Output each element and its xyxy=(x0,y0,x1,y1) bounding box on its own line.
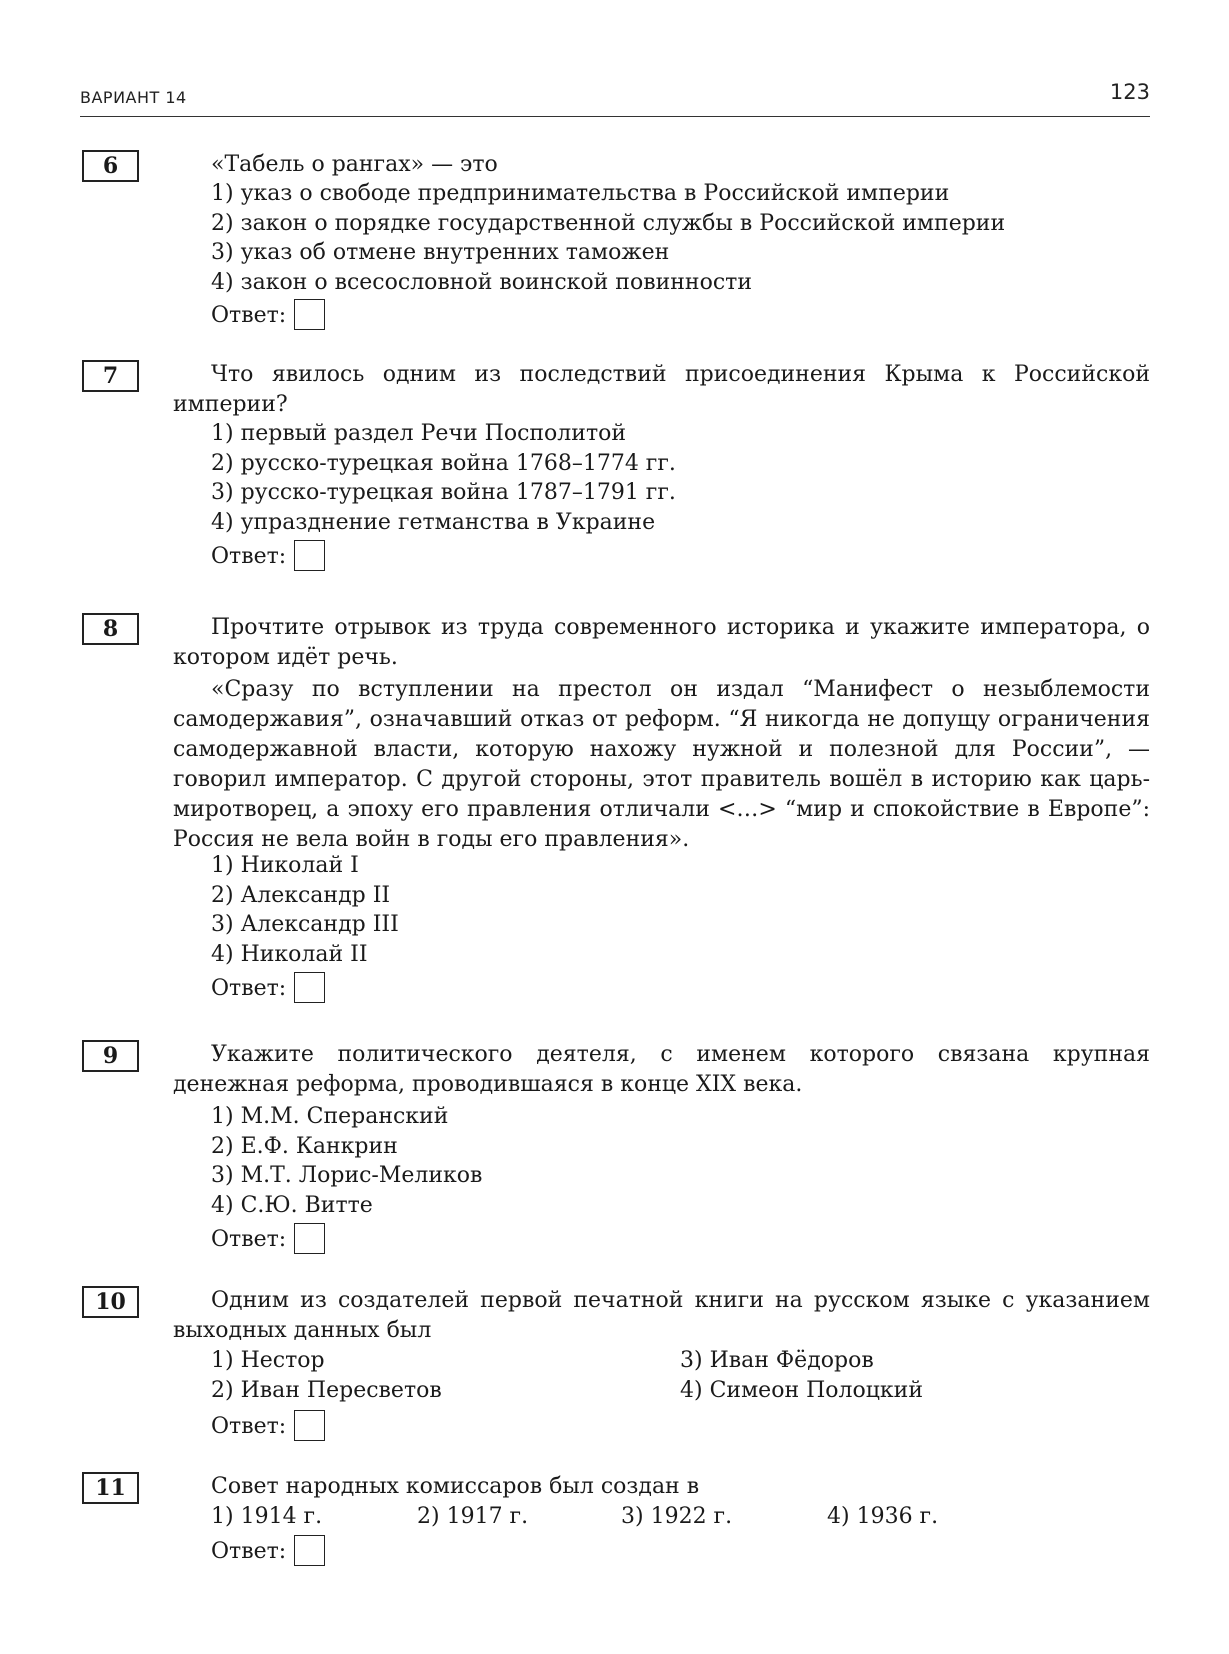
question-stem: Прочтите отрывок из труда современного историка и укажите императора, о котором идёт речь. xyxy=(173,615,1150,670)
question-number: 6 xyxy=(82,150,139,182)
answer-label: Ответ: xyxy=(211,544,287,569)
question-number: 11 xyxy=(82,1472,139,1504)
question-number: 7 xyxy=(82,360,139,392)
option: 4) С.Ю. Витте xyxy=(211,1192,373,1218)
options-list xyxy=(211,851,399,969)
answer-row xyxy=(211,301,325,331)
page-header xyxy=(80,76,1150,117)
question-number: 9 xyxy=(82,1040,139,1072)
option: 3) М.Т. Лорис-Меликов xyxy=(211,1163,483,1188)
answer-box[interactable] xyxy=(294,1410,325,1441)
page-number: 123 xyxy=(1109,80,1150,104)
option: 2) 1917 г. xyxy=(417,1504,529,1529)
option: 2) Иван Пересветов xyxy=(211,1378,442,1403)
question-number: 10 xyxy=(82,1286,139,1318)
option: 1) первый раздел Речи Посполитой xyxy=(211,421,627,446)
answer-label: Ответ: xyxy=(211,976,287,1001)
variant-label: ВАРИАНТ 14 xyxy=(80,88,187,107)
answer-label: Ответ: xyxy=(211,1414,287,1439)
options-list xyxy=(211,1102,482,1220)
historian-excerpt: «Сразу по вступлении на престол он издал “Манифест о незыблемости самодержавия”, означавший отказ от реформ. “Я никогда не допущу ограничения самодержавной власти, которую нахожу нужной и полезной для России”, — говорил император. С другой стороны, этот правитель вошёл в историю как царь-миротворец, а эпоху его правления отличали <…> “мир и спокойствие в Европе”: Россия не вела войн в годы его правления». xyxy=(173,677,1150,852)
answer-box[interactable] xyxy=(294,540,325,571)
answer-row xyxy=(211,1537,325,1567)
option: 4) закон о всесословной воинской повинности xyxy=(211,269,752,295)
answer-row xyxy=(211,1412,325,1442)
option: 1) 1914 г. xyxy=(211,1504,323,1529)
option: 1) М.М. Сперанский xyxy=(211,1104,449,1129)
option: 4) упразднение гетманства в Украине xyxy=(211,509,656,535)
option: 2) русско-турецкая война 1768–1774 гг. xyxy=(211,450,676,476)
options-list xyxy=(211,179,1005,297)
answer-box[interactable] xyxy=(294,1223,325,1254)
option: 3) указ об отмене внутренних таможен xyxy=(211,240,670,265)
option: 3) Александр III xyxy=(211,912,399,937)
question-number: 8 xyxy=(82,613,139,645)
question-stem: Что явилось одним из последствий присоединения Крыма к Российской империи? xyxy=(173,362,1150,417)
option: 3) русско-турецкая война 1787–1791 гг. xyxy=(211,480,676,505)
answer-row xyxy=(211,542,325,572)
options-list xyxy=(211,419,676,537)
answer-row xyxy=(211,1225,325,1255)
question-stem: Совет народных комиссаров был создан в xyxy=(211,1474,700,1499)
option: 1) Нестор xyxy=(211,1348,325,1373)
answer-box[interactable] xyxy=(294,299,325,330)
answer-label: Ответ: xyxy=(211,1539,287,1564)
option: 4) Николай II xyxy=(211,941,368,967)
option: 2) Александр II xyxy=(211,882,391,908)
option: 1) Николай I xyxy=(211,853,359,878)
answer-box[interactable] xyxy=(294,1535,325,1566)
answer-label: Ответ: xyxy=(211,303,287,328)
option: 2) закон о порядке государственной службы в Российской империи xyxy=(211,210,1006,236)
question-stem: Укажите политического деятеля, с именем которого связана крупная денежная реформа, проводившаяся в конце XIX века. xyxy=(173,1042,1150,1097)
option: 1) указ о свободе предпринимательства в Российской империи xyxy=(211,181,950,206)
answer-box[interactable] xyxy=(294,972,325,1003)
option: 4) Симеон Полоцкий xyxy=(680,1378,923,1403)
answer-label: Ответ: xyxy=(211,1227,287,1252)
answer-row xyxy=(211,974,325,1004)
option: 4) 1936 г. xyxy=(827,1504,939,1529)
question-stem: «Табель о рангах» — это xyxy=(211,152,498,177)
question-stem: Одним из создателей первой печатной книги на русском языке с указанием выходных данных был xyxy=(173,1288,1150,1343)
option: 2) Е.Ф. Канкрин xyxy=(211,1133,398,1159)
option: 3) Иван Фёдоров xyxy=(680,1348,874,1373)
option: 3) 1922 г. xyxy=(621,1504,733,1529)
